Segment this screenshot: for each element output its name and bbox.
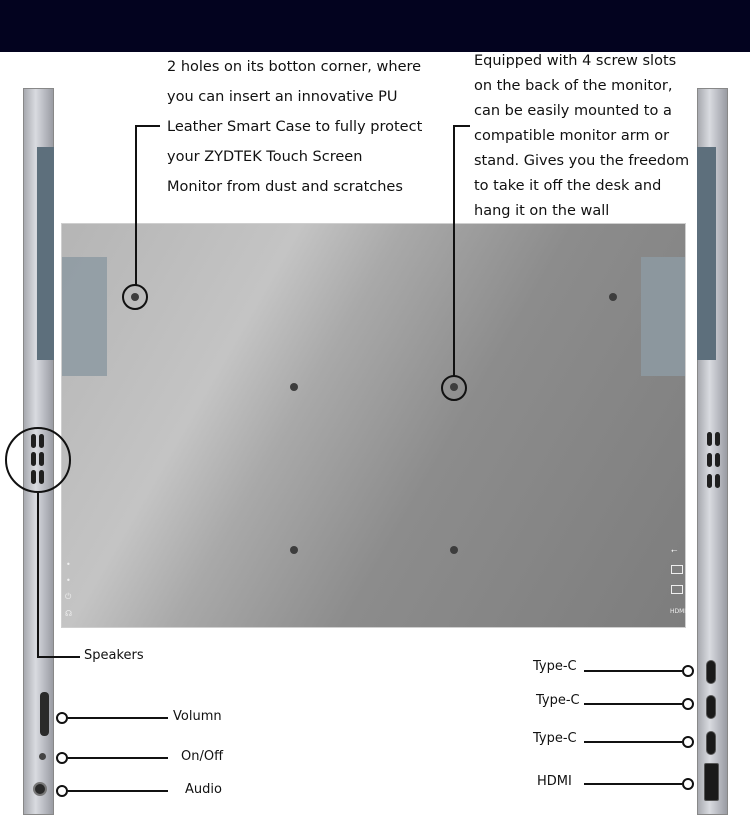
type-c-port-1: [706, 660, 716, 684]
power-label: On/Off: [181, 749, 224, 764]
right-description-line: to take it off the desk and: [474, 178, 662, 194]
right-description-line: hang it on the wall: [474, 203, 610, 219]
volume-callout-dot: [56, 712, 68, 724]
left-side-strip: [37, 147, 54, 360]
type-c-port-3: [706, 731, 716, 755]
right-description-line: compatible monitor arm or: [474, 128, 670, 144]
speaker-slot: [715, 453, 720, 467]
callout-line: [68, 757, 168, 759]
monitor-symbol-icon: [671, 585, 683, 594]
hdmi-port: [704, 763, 719, 801]
vesa-screw: [290, 546, 298, 554]
right-description-line: on the back of the monitor,: [474, 78, 673, 94]
monitor-back-panel: [61, 223, 686, 628]
callout-line: [68, 717, 168, 719]
right-description: [474, 49, 689, 224]
callout-line: [37, 493, 39, 657]
right-side-strip: [697, 147, 716, 360]
panel-dot-icon: •: [66, 560, 71, 569]
case-hole-callout-ring: [122, 284, 148, 310]
right-pad: [641, 257, 685, 376]
panel-dot-icon: •: [66, 576, 71, 585]
hdmi-callout-dot: [682, 778, 694, 790]
type-c-port-2: [706, 695, 716, 719]
speakers-label: Speakers: [84, 648, 144, 663]
volume-rocker: [40, 692, 49, 736]
power-callout-dot: [56, 752, 68, 764]
left-description: [167, 52, 422, 202]
left-description-line: you can insert an innovative PU: [167, 89, 398, 105]
type-c-symbol-icon: [671, 565, 683, 574]
power-symbol-icon: ⏻: [65, 592, 72, 601]
header-bar: [0, 0, 750, 52]
right-description-line: Equipped with 4 screw slots: [474, 53, 677, 69]
audio-jack: [33, 782, 47, 796]
left-pad: [62, 257, 107, 376]
audio-callout-dot: [56, 785, 68, 797]
callout-line: [135, 125, 137, 285]
callout-line: [584, 783, 682, 785]
speaker-slot: [715, 432, 720, 446]
speaker-slot: [715, 474, 720, 488]
left-description-line: Leather Smart Case to fully protect: [167, 119, 423, 135]
speaker-slot: [707, 474, 712, 488]
callout-line: [68, 790, 168, 792]
right-description-line: stand. Gives you the freedom: [474, 153, 690, 169]
callout-line: [37, 656, 80, 658]
hdmi-symbol-text: HDMI: [670, 608, 687, 615]
speaker-slot: [707, 453, 712, 467]
type-c-2-label: Type-C: [536, 693, 580, 708]
right-description-line: can be easily mounted to a: [474, 103, 672, 119]
volume-label: Volumn: [173, 709, 222, 724]
callout-line: [136, 125, 160, 127]
left-description-line: your ZYDTEK Touch Screen: [167, 149, 363, 165]
vesa-screw: [290, 383, 298, 391]
callout-line: [453, 125, 455, 376]
type-c-3-callout-dot: [682, 736, 694, 748]
audio-symbol-icon: ☊: [65, 609, 73, 618]
hdmi-label: HDMI: [537, 774, 572, 789]
callout-line: [584, 670, 682, 672]
audio-label: Audio: [185, 782, 222, 797]
callout-line: [584, 703, 682, 705]
speaker-callout-ring: [5, 427, 71, 493]
type-c-2-callout-dot: [682, 698, 694, 710]
power-button: [39, 753, 46, 760]
vesa-screw: [450, 546, 458, 554]
case-hole-right: [609, 293, 617, 301]
callout-line: [584, 741, 682, 743]
usb-symbol-icon: ⭠: [671, 546, 678, 555]
type-c-1-callout-dot: [682, 665, 694, 677]
speaker-slot: [707, 432, 712, 446]
callout-line: [454, 125, 470, 127]
left-description-line: 2 holes on its botton corner, where: [167, 59, 422, 75]
screw-slot-callout-ring: [441, 375, 467, 401]
type-c-1-label: Type-C: [533, 659, 577, 674]
left-description-line: Monitor from dust and scratches: [167, 179, 403, 195]
type-c-3-label: Type-C: [533, 731, 577, 746]
